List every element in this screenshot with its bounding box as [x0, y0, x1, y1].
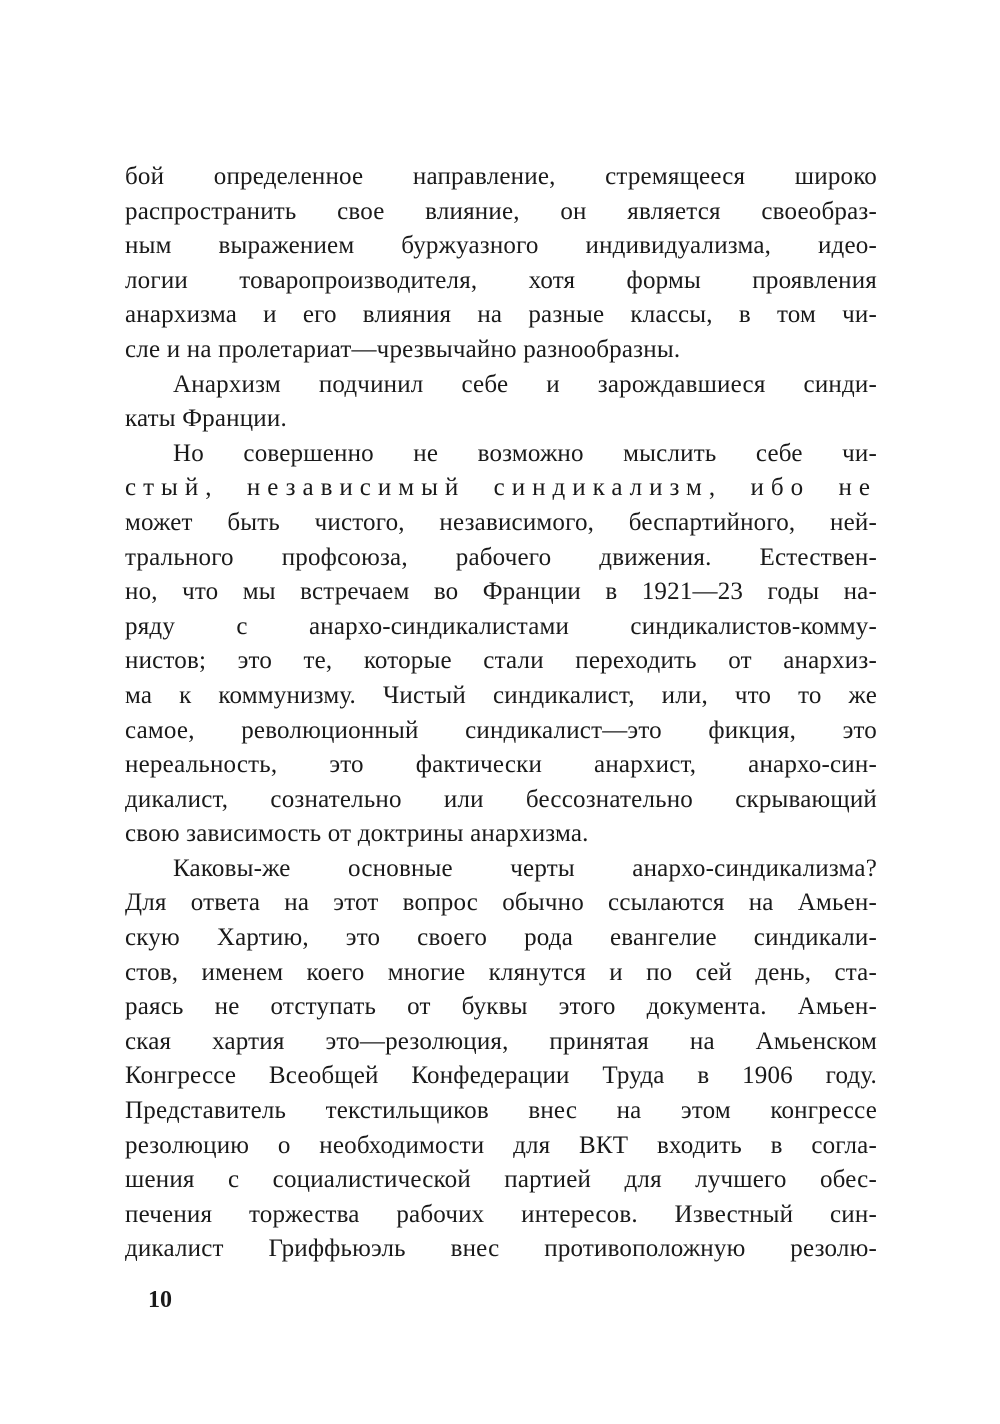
- text-line: скую Хартию, это своего рода евангелие синдикали-: [125, 924, 877, 952]
- text-line: Анархизм подчинил себе и зарождавшиеся синди-: [173, 370, 877, 398]
- paragraph-2: [125, 368, 877, 437]
- text-line: Конгрессе Всеобщей Конфедерации Труда в 1906 году.: [125, 1062, 877, 1090]
- text-line-spaced: стый, независимый синдикализм, ибо не: [125, 474, 877, 502]
- text-line: дикалист Гриффьюэль внес противоположную резолю-: [125, 1235, 877, 1263]
- text-line: Каковы-же основные черты анархо-синдикализма?: [173, 854, 877, 882]
- paragraph-1: [125, 160, 877, 368]
- text-line: Но совершенно не возможно мыслить себе чи-: [173, 439, 877, 467]
- text-line: самое, революционный синдикалист—это фикция, это: [125, 716, 877, 744]
- text-line: каты Франции.: [125, 405, 287, 433]
- text-line: резолюцию о необходимости для ВКТ входить в согла-: [125, 1131, 877, 1159]
- text-line: Представитель текстильщиков внес на этом конгрессе: [125, 1097, 877, 1125]
- text-line: ряду с анархо-синдикалистами синдикалистов-комму-: [125, 612, 877, 640]
- text-line: нереальность, это фактически анархист, анархо-син-: [125, 751, 877, 779]
- text-line: бой определенное направление, стремящееся широко: [125, 163, 877, 190]
- text-line: ным выражением буржуазного индивидуализма, идео-: [125, 232, 877, 260]
- text-line: может быть чистого, независимого, беспартийного, ней-: [125, 508, 877, 536]
- text-line: логии товаропроизводителя, хотя формы проявления: [125, 266, 877, 294]
- text-line: шения с социалистической партией для лучшего обес-: [125, 1166, 877, 1194]
- text-line: трального профсоюза, рабочего движения. Естествен-: [125, 543, 877, 571]
- text-line: анархизма и его влияния на разные классы, в том чи-: [125, 301, 877, 329]
- text-line: сле и на пролетариат—чрезвычайно разнообразны.: [125, 335, 681, 363]
- paragraph-4: [125, 852, 877, 1267]
- text-line: распространить свое влияние, он является своеобраз-: [125, 197, 877, 225]
- page-body: [125, 160, 877, 1267]
- text-line: но, что мы встречаем во Франции в 1921—23 годы на-: [125, 578, 877, 606]
- text-line: ская хартия это—резолюция, принятая на Амьенском: [125, 1027, 877, 1055]
- text-line: стов, именем коего многие клянутся и по сей день, ста-: [125, 958, 877, 986]
- text-line: печения торжества рабочих интересов. Известный син-: [125, 1200, 877, 1228]
- text-line: ма к коммунизму. Чистый синдикалист, или, что то же: [125, 681, 877, 709]
- text-line: дикалист, сознательно или бессознательно скрывающий: [125, 785, 877, 813]
- page-number: 10: [148, 1287, 172, 1313]
- text-line: свою зависимость от доктрины анархизма.: [125, 820, 589, 848]
- text-line: нистов; это те, которые стали переходить от анархиз-: [125, 647, 877, 675]
- paragraph-3: [125, 437, 877, 852]
- text-line: раясь не отступать от буквы этого документа. Амьен-: [125, 993, 877, 1021]
- text-line: Для ответа на этот вопрос обычно ссылаются на Амьен-: [125, 889, 877, 917]
